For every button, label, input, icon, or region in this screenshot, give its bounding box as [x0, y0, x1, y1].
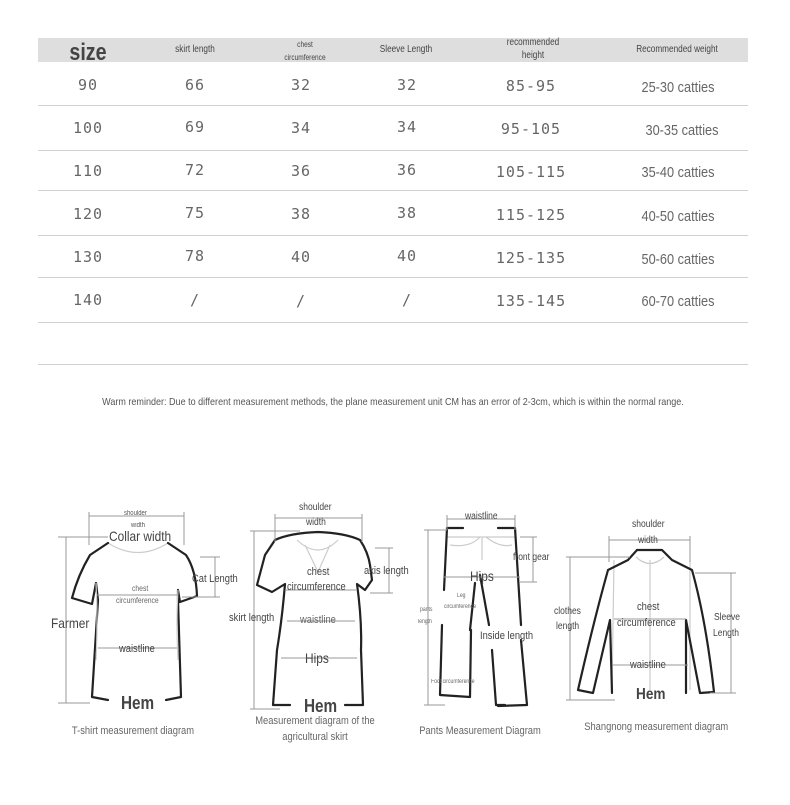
- tshirt-shoulder-label-1: shoulder: [124, 510, 147, 517]
- pants-front-gear-label: front gear: [513, 552, 550, 563]
- skirt-chest-label-1: chest: [307, 566, 330, 578]
- pants-waistline-label: waistline: [465, 511, 498, 522]
- skirt-caption-1: Measurement diagram of the: [255, 715, 375, 727]
- cell-skirt: 72: [184, 161, 206, 179]
- skirt-hips-label: Hips: [305, 650, 329, 666]
- cell-chest: 40: [290, 248, 312, 266]
- header-chest-line2: circumference: [284, 53, 326, 62]
- shirt-sleeve-length-label-1: Sleeve: [714, 612, 740, 623]
- row-divider: [38, 322, 748, 323]
- cell-chest: 34: [290, 119, 312, 137]
- shirt-shoulder-label-1: shoulder: [632, 519, 665, 530]
- cell-skirt: 75: [184, 204, 206, 222]
- cell-height: 125-135: [495, 249, 567, 267]
- skirt-length-label: skirt length: [229, 612, 275, 624]
- cell-chest: 36: [290, 162, 312, 180]
- cell-weight: 35-40 catties: [641, 164, 715, 181]
- cell-height: 85-95: [505, 77, 557, 95]
- cell-sleeve: 38: [396, 204, 418, 222]
- header-height-line1: recommended: [506, 37, 560, 48]
- cell-weight: 25-30 catties: [641, 79, 715, 96]
- cell-size: 90: [77, 76, 99, 94]
- row-divider: [38, 105, 748, 106]
- skirt-waistline-label: waistline: [300, 614, 336, 626]
- tshirt-cat-length-label: Cat Length: [192, 573, 238, 585]
- cell-height: 115-125: [495, 206, 567, 224]
- row-divider: [38, 235, 748, 236]
- tshirt-collar-width-label: Collar width: [109, 528, 172, 544]
- tshirt-farmer-label: Farmer: [51, 615, 90, 631]
- cell-height: 105-115: [495, 163, 567, 181]
- header-skirt-length: skirt length: [175, 44, 215, 55]
- skirt-shoulder-label-1: shoulder: [299, 502, 332, 513]
- pants-inside-length-label: Inside length: [480, 630, 534, 642]
- cell-skirt: /: [189, 291, 201, 309]
- shirt-caption: Shangnong measurement diagram: [584, 721, 729, 733]
- cell-weight: 50-60 catties: [641, 251, 715, 268]
- cell-height: 95-105: [500, 120, 562, 138]
- header-recommended-height: [492, 36, 574, 62]
- cell-height: 135-145: [495, 292, 567, 310]
- cell-chest: /: [295, 292, 307, 310]
- cell-weight: 30-35 catties: [645, 122, 719, 139]
- cell-weight: 60-70 catties: [641, 293, 715, 310]
- header-size: size: [69, 39, 107, 66]
- cell-size: 130: [72, 248, 104, 266]
- cell-sleeve: 36: [396, 161, 418, 179]
- shirt-chest-label-2: circumference: [617, 617, 676, 629]
- header-chest-line1: chest: [297, 40, 313, 49]
- tshirt-chest-label-1: chest: [132, 584, 149, 593]
- tshirt-chest-label-2: circumference: [116, 596, 159, 605]
- row-divider: [38, 150, 748, 151]
- pants-length-label-1: pants: [420, 607, 433, 613]
- shirt-waistline-label: waistline: [630, 659, 666, 671]
- skirt-caption-2: agricultural skirt: [282, 731, 348, 743]
- tshirt-hem-label: Hem: [121, 693, 155, 713]
- skirt-shoulder-label-2: width: [306, 517, 326, 528]
- row-divider: [38, 364, 748, 365]
- tshirt-shoulder-label-2: width: [131, 522, 145, 529]
- cell-sleeve: 40: [396, 247, 418, 265]
- cell-sleeve: 34: [396, 118, 418, 136]
- pants-foot-label: Foot circumference: [431, 679, 475, 685]
- header-height-line2: height: [521, 50, 545, 61]
- tshirt-caption: T-shirt measurement diagram: [71, 725, 195, 737]
- header-sleeve-length: Sleeve Length: [379, 44, 433, 55]
- pants-leg-label-1: Leg: [457, 593, 466, 599]
- shirt-chest-label-1: chest: [637, 601, 660, 613]
- skirt-hem-label: Hem: [304, 696, 338, 716]
- cell-size: 110: [72, 162, 104, 180]
- row-divider: [38, 277, 748, 278]
- skirt-axis-length-label: axis length: [364, 565, 409, 577]
- pants-leg-label-2: circumference: [444, 604, 477, 610]
- pants-outline-icon: [424, 515, 537, 706]
- shirt-shoulder-label-2: width: [638, 535, 658, 546]
- cell-sleeve: 32: [396, 76, 418, 94]
- shirt-clothes-length-label-2: length: [556, 621, 580, 632]
- header-chest-circumference: [264, 38, 346, 64]
- cell-chest: 38: [290, 205, 312, 223]
- cell-skirt: 69: [184, 118, 206, 136]
- cell-weight: 40-50 catties: [641, 208, 715, 225]
- skirt-chest-label-2: circumference: [287, 581, 346, 593]
- pants-caption: Pants Measurement Diagram: [419, 725, 541, 737]
- tshirt-waistline-label: waistline: [119, 643, 155, 655]
- cell-skirt: 78: [184, 247, 206, 265]
- shirt-hem-label: Hem: [636, 686, 666, 703]
- pants-hips-label: Hips: [470, 568, 494, 584]
- header-recommended-weight: Recommended weight: [636, 44, 718, 55]
- warm-reminder-text: Warm reminder: Due to different measurement methods, the plane measurement unit CM has an error of 2-3cm, which is within the normal range.: [102, 396, 684, 408]
- shirt-clothes-length-label-1: clothes: [554, 606, 581, 617]
- cell-size: 120: [72, 205, 104, 223]
- cell-chest: 32: [290, 76, 312, 94]
- cell-sleeve: /: [401, 291, 413, 309]
- shirt-sleeve-length-label-2: Length: [713, 628, 740, 639]
- pants-length-label-2: length: [418, 619, 432, 625]
- cell-size: 140: [72, 291, 104, 309]
- row-divider: [38, 190, 748, 191]
- cell-size: 100: [72, 119, 104, 137]
- cell-skirt: 66: [184, 76, 206, 94]
